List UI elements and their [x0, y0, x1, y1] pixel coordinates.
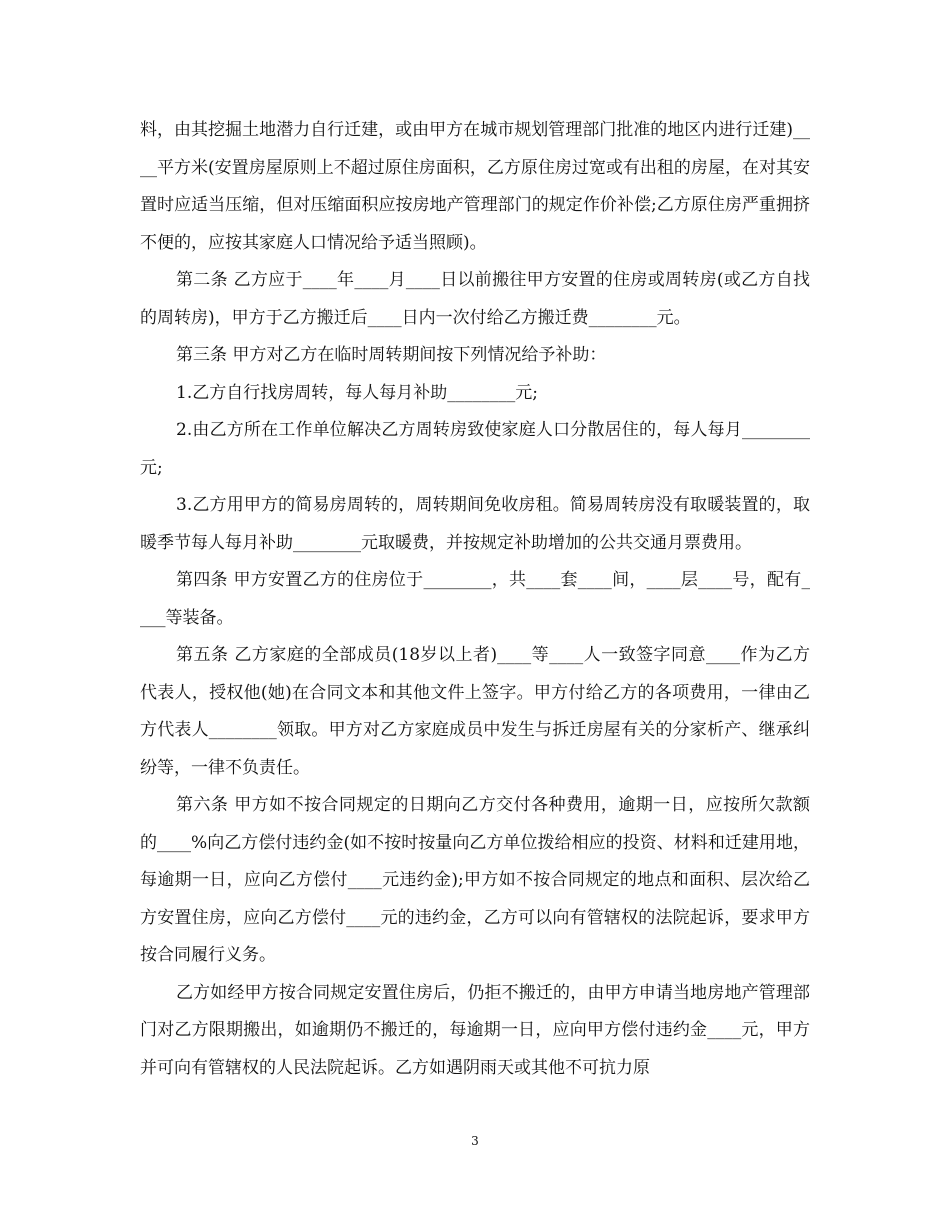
paragraph-article-5: 第五条 乙方家庭的全部成员(18岁以上者)____等____人一致签字同意____作为乙方代表人，授权他(她)在合同文本和其他文件上签字。甲方付给乙方的各项费用，一律由乙方代表人________领取。甲方对乙方家庭成员中发生与拆迁房屋有关的分家析产、继承纠纷等，一律不负责任。 — [140, 645, 810, 778]
paragraph-article-3: 第三条 甲方对乙方在临时周转期间按下列情况给予补助： — [176, 345, 607, 365]
paragraph-party-b-obligation: 乙方如经甲方按合同规定安置住房后，仍拒不搬迁的，由甲方申请当地房地产管理部门对乙方限期搬出，如逾期仍不搬迁的，每逾期一日，应向甲方偿付违约金____元，甲方并可向有管辖权的人民法院起诉。乙方如遇阴雨天或其他不可抗力原 — [140, 982, 810, 1078]
paragraph-item-2: 2.由乙方所在工作单位解决乙方周转房致使家庭人口分散居住的，每人每月________元; — [140, 420, 810, 478]
paragraph-article-6: 第六条 甲方如不按合同规定的日期向乙方交付各种费用，逾期一日，应按所欠款额的____%向乙方偿付违约金(如不按时按量向乙方单位拨给相应的投资、材料和迁建用地，每逾期一日，应向乙方偿付____元违约金);甲方如不按合同规定的地点和面积、层次给乙方安置住房，应向乙方偿付____元的违约金，乙方可以向有管辖权的法院起诉，要求甲方按合同履行义务。 — [140, 795, 810, 965]
paragraph-item-3: 3.乙方用甲方的简易房周转的，周转期间免收房租。简易周转房没有取暖装置的，取暖季节每人每月补助________元取暖费，并按规定补助增加的公共交通月票费用。 — [140, 495, 810, 553]
page-number: 3 — [471, 1134, 479, 1148]
paragraph-article-4: 第四条 甲方安置乙方的住房位于________，共____套____间，____层____号，配有____等装备。 — [140, 570, 810, 628]
paragraph-item-1: 1.乙方自行找房周转，每人每月补助________元; — [176, 382, 538, 403]
document-body — [140, 112, 810, 1087]
paragraph-article-2: 第二条 乙方应于____年____月____日以前搬往甲方安置的住房或周转房(或乙方自找的周转房)，甲方于乙方搬迁后____日内一次付给乙方搬迁费________元。 — [140, 270, 810, 328]
paragraph-1: 料，由其挖掘土地潜力自行迁建，或由甲方在城市规划管理部门批准的地区内进行迁建)____平方米(安置房屋原则上不超过原住房面积，乙方原住房过宽或有出租的房屋，在对其安置时应适当压缩，但对压缩面积应按房地产管理部门的规定作价补偿;乙方原住房严重拥挤不便的，应按其家庭人口情况给予适当照顾)。 — [140, 120, 810, 253]
